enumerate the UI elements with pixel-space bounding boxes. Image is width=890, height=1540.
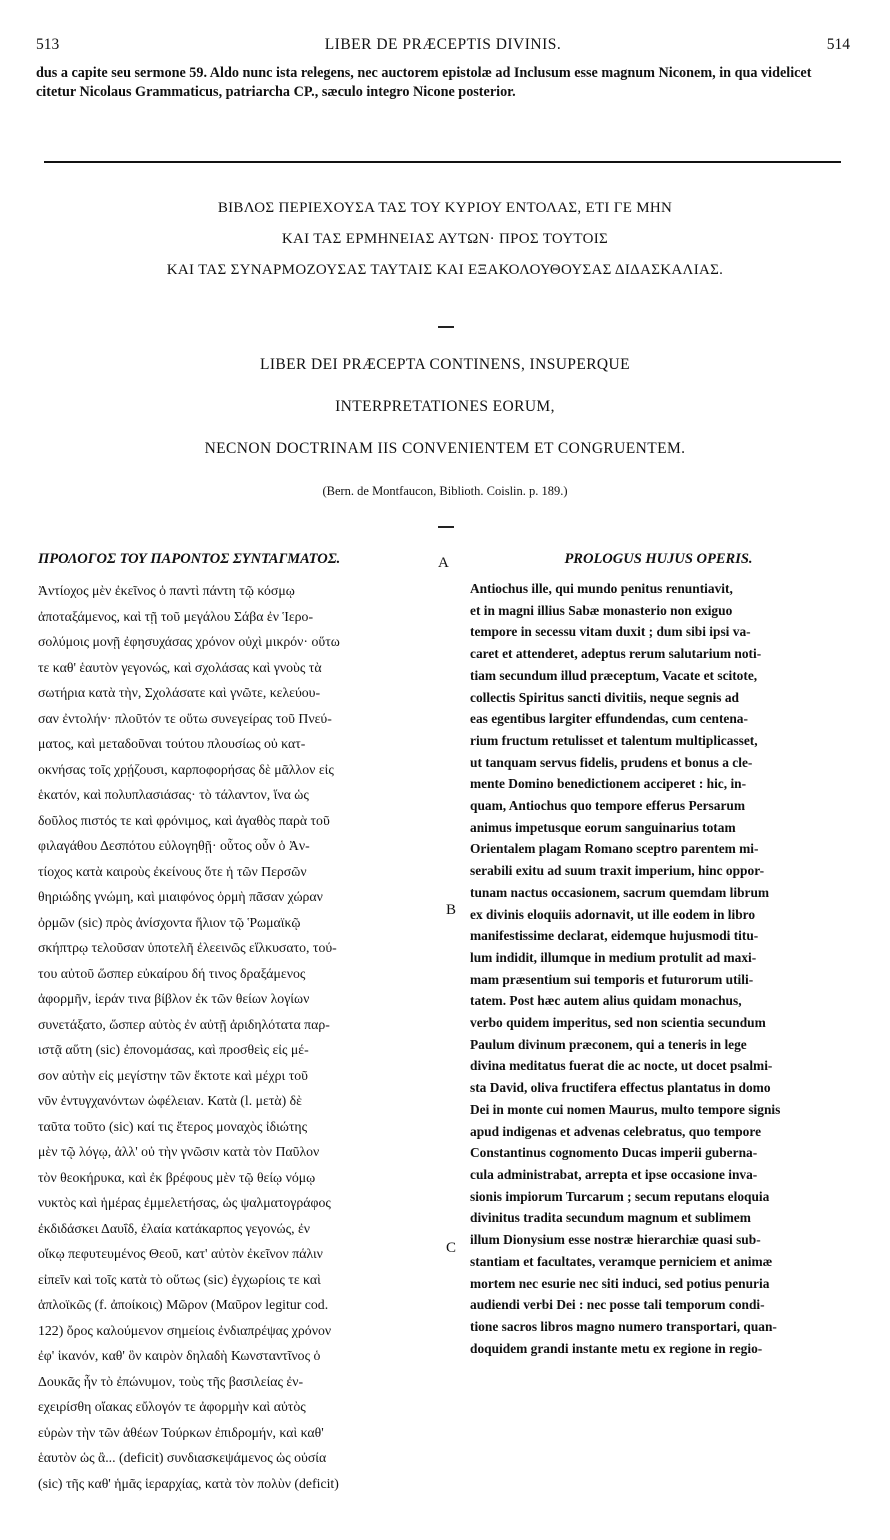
greek-column-text: Ἀντίοχος μὲν ἐκεῖνος ὁ παντὶ πάντη τῷ κόσμῳ ἀποταξάμενος, καὶ τῇ τοῦ μεγάλου Σάβα ἐν Ἱερο- σολύμοις μονῇ ἐφησυχάσας χρόνον οὐχὶ μικρόν· οὕτω τε καθ' ἑαυτὸν γεγονώς, καὶ σχολάσας καὶ γνοὺς τὰ σωτήρια κατὰ τὴν, Σχολάσατε καὶ γνῶτε, κελεύου- σαν ἐντολήν· πλοῦτόν τε οὕτω συνεγείρας τοῦ Πνεύ- ματος, καὶ μεταδοῦναι τούτου πλουσίως οὐ κατ- οκνήσας τοῖς χρῄζουσι, καρποφορήσας δὲ μᾶλλον εἰς ἑκατόν, καὶ πολυπλασιάσας· τὸ τάλαντον, ἵνα ὡς δοῦλος πιστός τε καὶ φρόνιμος, καὶ ἀγαθὸς παρὰ τοῦ φιλαγάθου Δεσπότου εὐλογηθῇ· οὗτος οὖν ὁ Ἀν- τίοχος κατὰ καιροὺς ἐκείνους ὅτε ἡ τῶν Περσῶν θηριώδης γνώμη, καὶ μιαιφόνος ὁρμὴ πᾶσαν χώραν ὀρμῶν (sic) πρὸς ἀνίσχοντα ἥλιον τῷ Ῥωμαϊκῷ σκήπτρῳ τελοῦσαν ὑποτελῆ ἐλεεινῶς εἵλκυσατο, τού- του αὐτοῦ ὥσπερ εὐκαίρου δή τινος δραξάμενος ἀφορμῆν, ἱεράν τινα βίβλον ἐκ τῶν θείων λογίων συνετάξατο, ὥσπερ αὐτὸς ἐν αὐτῇ ἀριδηλότατα παρ- ιστᾷ αὕτη (sic) ἐπονομάσας, καὶ προσθεὶς εἰς μέ- σον αὐτὴν εἰς μεγίστην τῶν ἔκτοτε καὶ μέχρι τοῦ νῦν ἐντυγχανόντων ὠφέλειαν. Κατὰ (l. μετὰ) δὲ ταῦτα τοῦτο (sic) καί τις ἕτερος μοναχὸς ἰδιώτης μὲν τῷ λόγῳ, ἀλλ' οὐ τὴν γνῶσιν κατὰ τὸν Παῦλον τὸν θεοκήρυκα, καὶ ἐκ βρέφους μὲν τῷ θείῳ νόμῳ νυκτὸς καὶ ἡμέρας ἐμμελετήσας, ὡς ψαλματογράφος ἐκδιδάσκει Δαυΐδ, ἐλαία κατάκαρπος γεγονώς, ἐν οἴκῳ πεφυτευμένος Θεοῦ, κατ' αὐτὸν ἐκεῖνον πάλιν εἰπεῖν καὶ τοῖς κατὰ τὸ οὕτως (sic) ἐγχωρίοις τε καὶ ἁπλοϊκῶς (f. ἀποίκοις) Μῶρον (Μαῦρον legitur cod. 122) ὄρος καλούμενον σημείοις ἐνδιαπρέψας χρόνον ἐφ' ἱκανόν, καθ' ὃν καιρὸν δηλαδὴ Κωνσταντῖνος ὁ Δουκᾶς ἦν τὸ ἐπώνυμον, τοὺς τῆς βασιλείας ἐν- εχειρίσθη οἴακας εὔλογόν τε ἀφορμὴν καὶ αὐτὸς εὑρὼν τὴν τῶν ἀθέων Τούρκων ἐπιδρομήν, καὶ καθ' ἑαυτὸν ὡς ἂ... (deficit) συνδιασκεψάμενος ὡς οὐσία (sic) τῆς καθ' ἡμᾶς ἱεραρχίας, κατὰ τὸν πολὺν (deficit) <box>38 583 340 1491</box>
greek-title-line-3: ΚΑΙ ΤΑΣ ΣΥΝΑΡΜΟΖΟΥΣΑΣ ΤΑΥΤΑΙΣ ΚΑΙ ΕΞΑΚΟΛΟΥΘΟΥΣΑΣ ΔΙΔΑΣΚΑΛΙΑΣ. <box>166 262 724 278</box>
latin-title-line-2: INTERPRETATIONES EORUM, <box>335 398 555 415</box>
greek-column <box>38 548 446 1496</box>
latin-title <box>60 344 830 470</box>
latin-column-heading: PROLOGUS HUJUS OPERIS. <box>564 551 753 567</box>
page-number-left: 513 <box>36 36 60 53</box>
greek-title-line-2: ΚΑΙ ΤΑΣ ΕΡΜΗΝΕΙΑΣ ΑΥΤΩΝ· ΠΡΟΣ ΤΟΥΤΟΙΣ <box>281 231 609 247</box>
latin-column-text: Antiochus ille, qui mundo penitus renuntiavit, et in magni illius Sabæ monasterio non exiguo tempore in secessu vitam duxit ; dum sibi ipsi va- caret et attenderet, adeptus rerum salutarium noti- tiam secundum illud præceptum, Vacate et scitote, collectis Spiritus sancti divitiis, neque segnis ad eas egentibus largiter effundendas, cum centena- rium fructum retulisset et talentum multiplicasset, ut tanquam servus fidelis, prudens et bonus a cle- mente Domino benedictionem acciperet : hic, in- quam, Antiochus quo tempore efferus Persarum animus impetusque eorum sanguinarius totam Orientalem plagam Romano sceptro parentem mi- serabili exitu ad suum traxit imperium, hinc oppor- tunam nactus occasionem, sacrum quemdam librum ex divinis eloquiis adornavit, ut ille eodem in libro manifestissime declarat, eidemque hujusmodi titu- lum indidit, illumque in medium protulit ad maxi- mam præsentium sui temporis et futurorum utili- tatem. Post hæc autem alius quidam monachus, verbo quidem imperitus, sed non scientia secundum Paulum divinum præconem, qui a teneris in lege divina meditatus fuerat die ac nocte, ut docet psalmi- sta David, oliva fructifera effectus plantatus in domo Dei in monte cui nomen Maurus, multo tempore signis apud indigenas et advenas celebratus, quo tempore Constantinus cognomento Ducas imperii guberna- cula administrabat, arrepta et ipse occasione inva- sionis impiorum Turcarum ; secum reputans eloquia divinitus tradita secundum magnum et sublimem illum Dionysium esse nostræ hierarchiæ quasi sub- stantiam et facultates, veramque perniciem et animæ mortem nec esurie nec siti induci, sed potius penuria audiendi verbi Dei : nec posse tali temporum condi- tione sacros libros magno numero transportari, quan- doquidem grandi instante metu ex regione in regio- <box>470 581 781 1356</box>
section-marker-b: B <box>446 902 457 918</box>
greek-column-heading: ΠΡΟΛΟΓΟΣ ΤΟΥ ΠΑΡΟΝΤΟΣ ΣΥΝΤΑΓΜΑΤΟΣ. <box>38 551 341 567</box>
section-marker-a: A <box>438 555 449 571</box>
running-title: LIBER DE PRÆCEPTIS DIVINIS. <box>324 36 562 53</box>
intro-note: dus a capite seu sermone 59. Aldo nunc ista relegens, nec auctorem epistolæ ad Inclusum esse magnum Niconem, in qua videlicet citetur Nicolaus Grammaticus, patriarcha CP., sæculo integro Nicone posterior. <box>36 65 812 101</box>
greek-title-line-1: ΒΙΒΛΟΣ ΠΕΡΙΕΧΟΥΣΑ ΤΑΣ ΤΟΥ ΚΥΡΙΟΥ ΕΝΤΟΛΑΣ, ΕΤΙ ΓΕ ΜΗΝ <box>217 200 673 216</box>
page-number-right: 514 <box>826 36 850 53</box>
title-dash-2 <box>438 526 454 528</box>
title-dash-1 <box>438 326 454 328</box>
latin-title-line-3: NECNON DOCTRINAM IIS CONVENIENTEM ET CONGRUENTEM. <box>204 440 686 457</box>
latin-column <box>470 548 847 1359</box>
section-marker-c: C <box>446 1240 457 1256</box>
greek-title <box>60 193 830 286</box>
latin-title-line-1: LIBER DEI PRÆCEPTA CONTINENS, INSUPERQUE <box>260 356 630 373</box>
top-divider-rule <box>44 161 841 163</box>
source-note: (Bern. de Montfaucon, Biblioth. Coislin. p. 189.) <box>322 484 568 498</box>
running-head <box>36 36 850 58</box>
